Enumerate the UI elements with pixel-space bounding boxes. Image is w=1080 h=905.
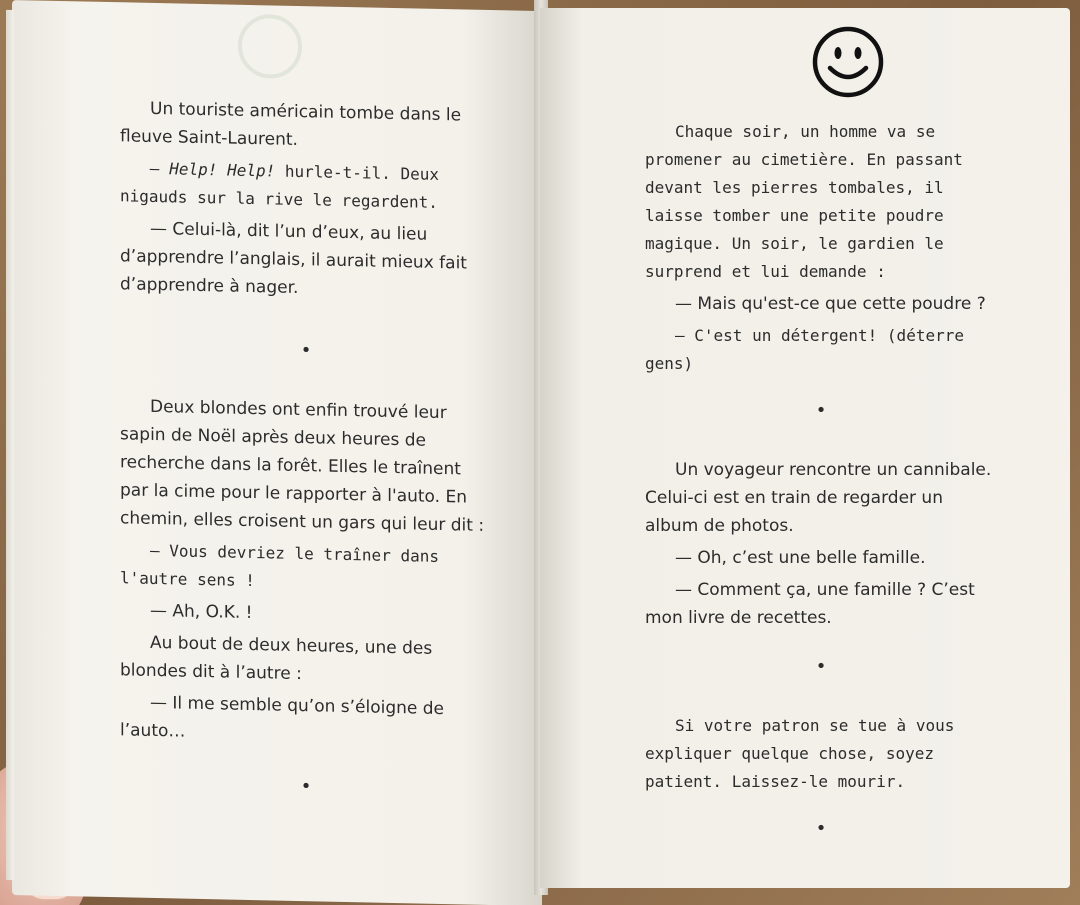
left-page-edge [6, 10, 14, 880]
joke-text: hurle-t-il. Deux nigauds sur la rive le regardent. [120, 161, 439, 212]
ghost-smiley-icon [230, 11, 310, 83]
right-page [540, 8, 1070, 888]
joke-paragraph: — Ah, O.K. ! [150, 600, 253, 624]
joke-paragraph: — Celui-là, dit l’un d’eux, au lieu d’apprendre l’anglais, il aurait mieux fait d’apprendre à nager. [120, 218, 467, 298]
help-cry: — Help! Help! [150, 158, 276, 181]
joke-paragraph [120, 154, 492, 218]
left-text-block [120, 94, 492, 806]
joke-paragraph: Au bout de deux heures, une des blondes dit à l’autre : [120, 632, 433, 685]
joke-paragraph: Un touriste américain tombe dans le fleuve Saint-Laurent. [120, 98, 462, 150]
separator-bullet: • [300, 340, 312, 362]
smiley-icon [810, 24, 886, 100]
joke-paragraph: — Il me semble qu’on s’éloigne de l’auto… [120, 692, 445, 742]
joke-paragraph: Deux blondes ont enfin trouvé leur sapin de Noël après deux heures de recherche dans la forêt. Elles le traînent par la cime pour le rapporter à l'auto. En chemin, elles croisent un gars qui leur dit : [120, 396, 485, 536]
separator-bullet: • [300, 776, 312, 798]
separator-bullet: • [815, 400, 827, 421]
left-page [12, 0, 542, 905]
joke-paragraph: Si votre patron se tue à vous expliquer quelque chose, soyez patient. Laissez-le mourir. [645, 716, 955, 791]
joke-paragraph: — Vous devriez le traîner dans l'autre sens ! [120, 540, 439, 591]
joke-paragraph: — Mais qu'est-ce que cette poudre ? [675, 294, 986, 314]
joke-paragraph: — Comment ça, une famille ? C’est mon livre de recettes. [645, 580, 975, 628]
right-text-block [645, 118, 997, 844]
open-book [12, 0, 1072, 895]
joke-paragraph: — Oh, c’est une belle famille. [675, 548, 926, 568]
joke-paragraph: Un voyageur rencontre un cannibale. Celui-ci est en train de regarder un album de photos. [645, 460, 992, 536]
separator-bullet: • [815, 818, 827, 839]
separator-bullet: • [815, 656, 827, 677]
joke-paragraph: Chaque soir, un homme va se promener au cimetière. En passant devant les pierres tombales, il laisse tomber une petite poudre magique. Un soir, le gardien le surprend et lui demande : [645, 122, 963, 281]
joke-paragraph: — C'est un détergent! (déterre gens) [645, 326, 964, 373]
